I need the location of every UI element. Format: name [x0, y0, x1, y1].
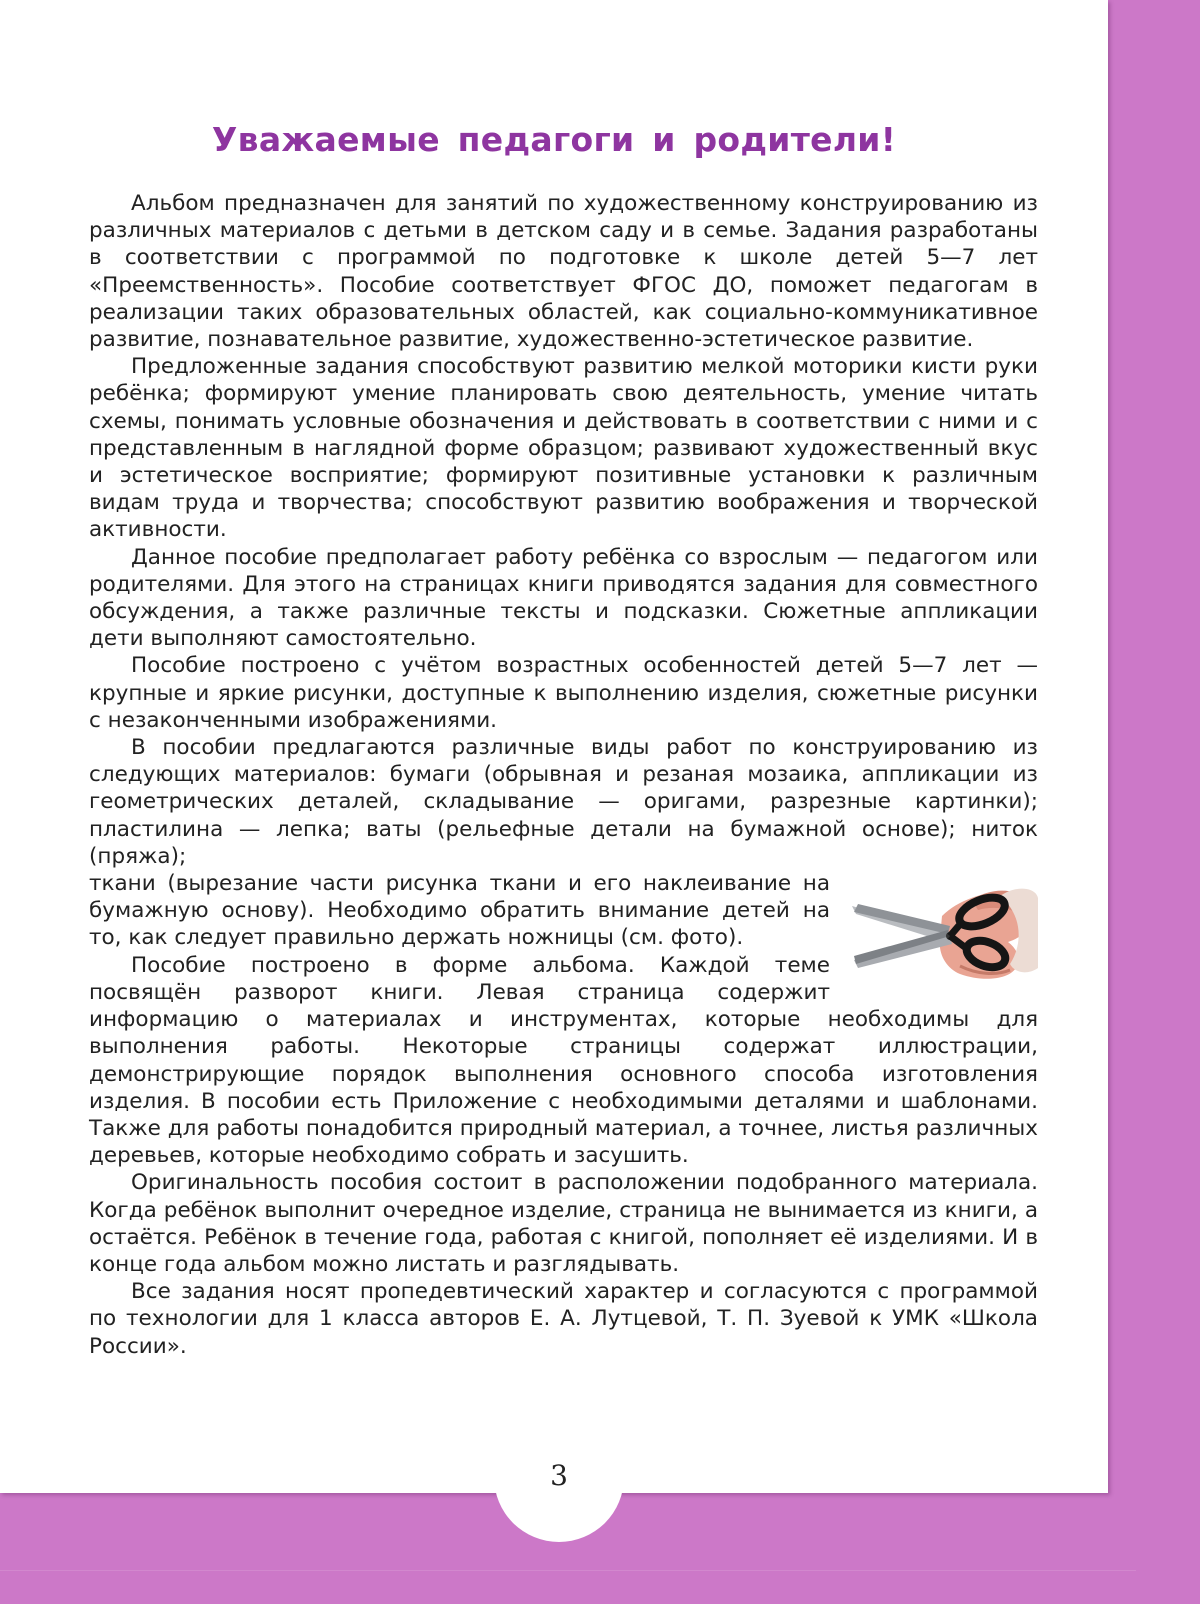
scissors-photo	[850, 876, 1038, 984]
paragraph-materials-continued: ткани (вырезание части рисунка ткани и его наклеивание на бумажную основу). Необходимо обратить внимание детей на то, как следует правильно держать ножницы (см. фото).	[89, 871, 830, 951]
paragraph-album-form: Пособие построено в форме альбома. Каждой теме посвящён разворот книги. Левая страница содержит информацию о материалах и инструментах, которые необходимы для выполнения работы. Некоторые страницы содержат иллюстрации, демонстрирующие порядок выполнения основного способа изготовления изделия. В пособии есть Приложение с необходимыми деталями и шаблонами. Также для работы понадобится природный материал, а точнее, листья различных деревьев, которые необходимо собрать и засушить.	[89, 952, 1038, 1169]
paragraph-adult-work: Данное пособие предполагает работу ребёнка со взрослым — педагогом или родителями. Для этого на страницах книги приводятся задания для совместного обсуждения, а также различные тексты и подсказки. Сюжетные аппликации дети выполняют самостоятельно.	[89, 544, 1038, 652]
paragraph-age: Пособие построено с учётом возрастных особенностей детей 5—7 лет — крупные и яркие рисунки, доступные к выполнению изделия, сюжетные рисунки с незаконченными изображениями.	[89, 653, 1038, 733]
paragraph-originality: Оригинальность пособия состоит в расположении подобранного материала. Когда ребёнок выполнит очередное изделие, страница не вынимается из книги, а остаётся. Ребёнок в течение года, работая с книгой, пополняет её изделиями. И в конце года альбом можно листать и разглядывать.	[89, 1170, 1038, 1277]
page-number: 3	[550, 1459, 568, 1492]
scissors-in-hand-icon	[850, 876, 1038, 984]
paragraph-materials: В пособии предлагаются различные виды работ по конструированию из следующих материалов: бумаги (обрывная и резаная мозаика, аппликации из геометрических деталей, складывание — оригами, разрезные картинки); пластилина — лепка; ваты (рельефные детали на бумажной основе); ниток (пряжа);	[89, 735, 1038, 869]
bottom-rule	[0, 1570, 1136, 1571]
page-number-tab	[494, 1445, 624, 1542]
paragraph-skills: Предложенные задания способствуют развитию мелкой моторики кисти руки ребёнка; формируют умение планировать свою деятельность, умение читать схемы, понимать условные обозначения и действовать в соответствии с ними и с представленным в наглядной форме образцом; развивают художественный вкус и эстетическое восприятие; формируют позитивные установки к различным видам труда и творчества; способствуют развитию воображения и творческой активности.	[89, 354, 1038, 543]
paragraph-propaedeutic: Все задания носят пропедевтический характер и согласуются с программой по технологии для 1 класса авторов Е. А. Лутцевой, Т. П. Зуевой к УМК «Школа России».	[89, 1279, 1038, 1359]
paragraph-purpose: Альбом предназначен для занятий по художественному конструированию из различных материалов с детьми в детском саду и в семье. Задания разработаны в соответствии с программой по подготовке к школе детей 5—7 лет «Преемственность». Пособие соответствует ФГОС ДО, поможет педагогам в реализации таких образовательных областей, как социально-коммуникативное развитие, познавательное развитие, художественно-эстетическое развитие.	[89, 191, 1038, 353]
page-title: Уважаемые педагоги и родители!	[211, 120, 897, 159]
body-text	[89, 190, 1038, 1360]
